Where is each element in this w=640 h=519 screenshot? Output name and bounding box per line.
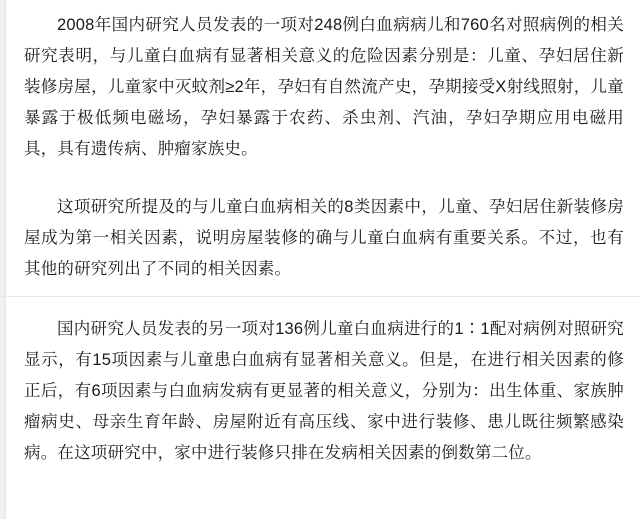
left-margin-rule <box>0 0 6 519</box>
paragraph-3: 国内研究人员发表的另一项对136例儿童白血病进行的1∶1配对病例对照研究显示，有15项因素与儿童患白血病有显著相关意义。但是，在进行相关因素的修正后，有6项因素与白血病发病有更显著的相关意义，分别为：出生体重、家族肿瘤病史、母亲生育年龄、房屋附近有高压线、家中进行装修、患儿既往频繁感染病。在这项研究中，家中进行装修只排在发病相关因素的倒数第二位。 <box>24 320 624 462</box>
paragraph-2: 这项研究所提及的与儿童白血病相关的8类因素中，儿童、孕妇居住新装修房屋成为第一相关因素，说明房屋装修的确与儿童白血病有重要关系。不过，也有其他的研究列出了不同的相关因素。 <box>24 198 624 278</box>
document-body <box>24 0 624 496</box>
paragraph-1: 2008年国内研究人员发表的一项对248例白血病病儿和760名对照病例的相关研究表明，与儿童白血病有显著相关意义的危险因素分别是：儿童、孕妇居住新装修房屋，儿童家中灭蚊剂≥2年，孕妇有自然流产史，孕期接受X射线照射，儿童暴露于极低频电磁场，孕妇暴露于农药、杀虫剂、汽油，孕妇孕期应用电磁用具，具有遗传病、肿瘤家族史。 <box>24 16 624 158</box>
